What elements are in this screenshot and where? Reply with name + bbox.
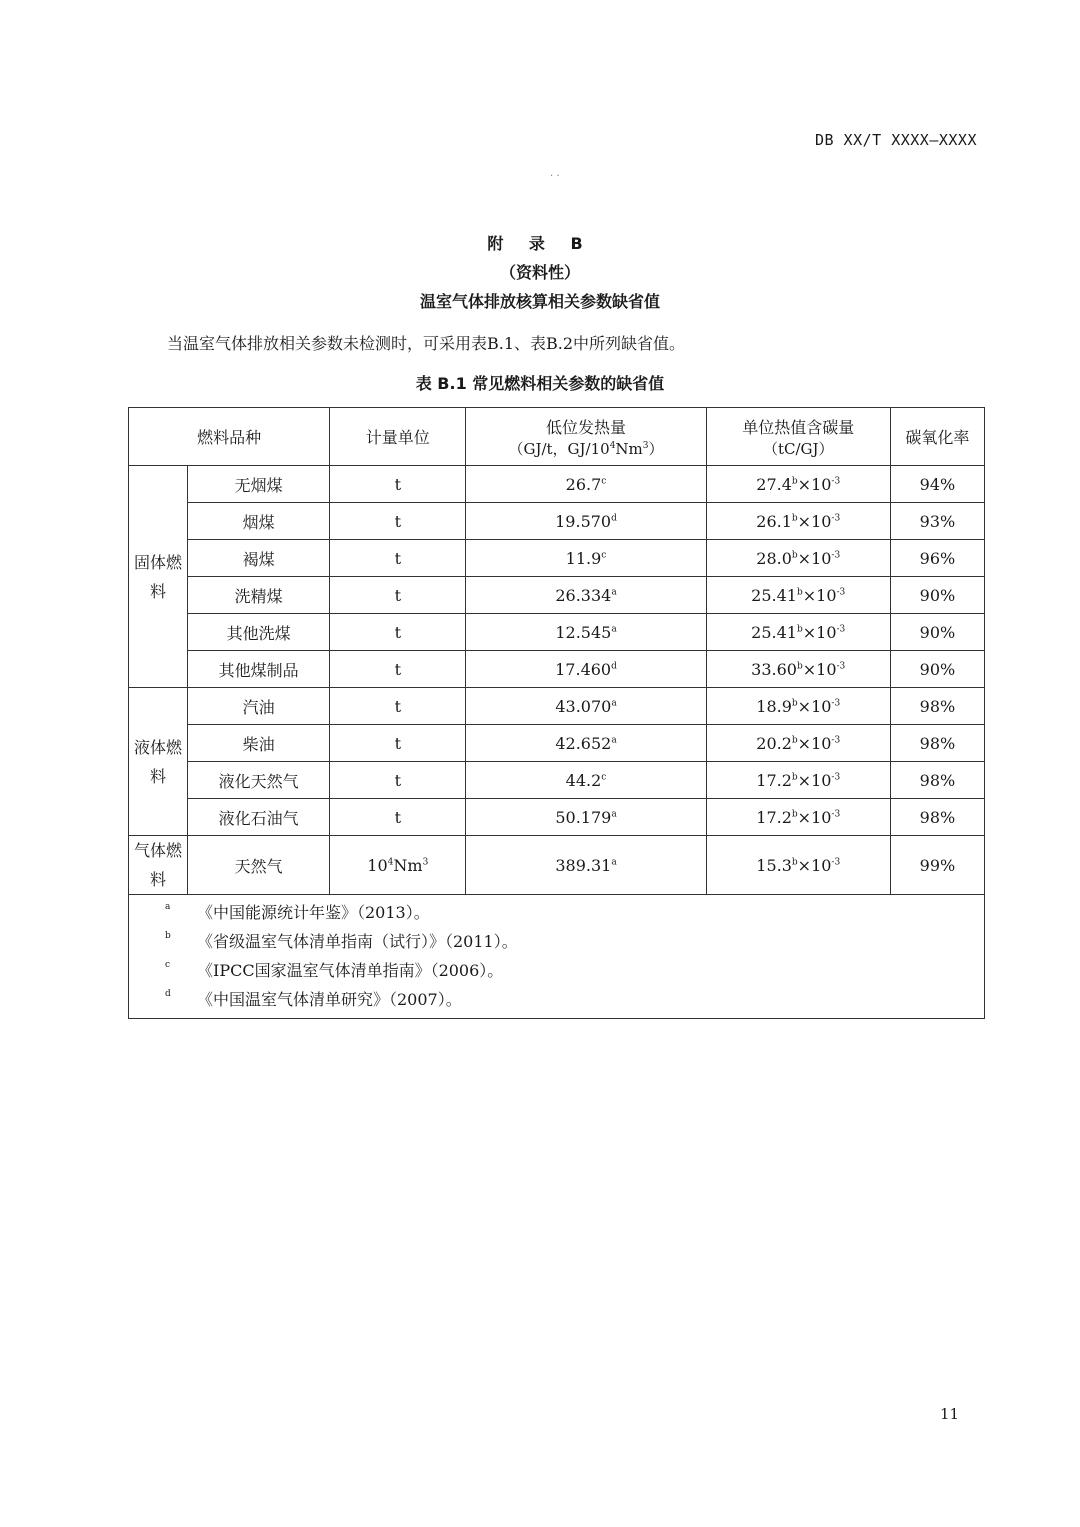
table-header-row	[129, 408, 985, 466]
header-carbon-content	[706, 408, 890, 466]
table-caption: 表 B.1 常见燃料相关参数的缺省值	[415, 374, 665, 393]
note-text: 《中国温室气体清单研究》（2007）。	[197, 990, 462, 1009]
table-row	[129, 799, 985, 836]
oxidation-rate: 90%	[890, 651, 984, 688]
oxidation-rate: 94%	[890, 466, 984, 503]
header-heat-value-unit: （GJ/t，$GJ/10^4Nm^3$）	[508, 439, 664, 458]
fuel-unit: t	[330, 503, 466, 540]
fuel-unit: t	[330, 466, 466, 503]
fuel-parameters-table	[128, 407, 985, 1019]
fuel-unit: t	[330, 762, 466, 799]
oxidation-rate: 90%	[890, 577, 984, 614]
heat-value: 19.570$^d$	[466, 503, 706, 540]
carbon-content: $25.41^b\times 10^{-3}$	[706, 614, 890, 651]
fuel-name: 液化天然气	[188, 762, 330, 799]
category-solid: 固体燃料	[129, 466, 188, 688]
fuel-unit: t	[330, 577, 466, 614]
heat-value: 50.179$^a$	[466, 799, 706, 836]
table-notes	[129, 895, 985, 1019]
carbon-content: $26.1^b\times 10^{-3}$	[706, 503, 890, 540]
category-gas: 气体燃料	[129, 836, 188, 895]
carbon-content: $20.2^b\times 10^{-3}$	[706, 725, 890, 762]
standard-code: DB XX/T XXXX—XXXX	[814, 131, 977, 149]
fuel-name: 其他洗煤	[188, 614, 330, 651]
fuel-unit: t	[330, 688, 466, 725]
note-line	[165, 898, 984, 927]
table-row	[129, 503, 985, 540]
fuel-unit: t	[330, 725, 466, 762]
note-mark: b	[165, 931, 171, 941]
note-text: 《IPCC国家温室气体清单指南》（2006）。	[197, 961, 504, 980]
note-mark: a	[165, 902, 171, 912]
fuel-unit: $10^4Nm^3$	[330, 836, 466, 895]
intro-paragraph: 当温室气体排放相关参数未检测时，可采用表B.1、表B.2中所列缺省值。	[167, 334, 686, 353]
fuel-name: 褐煤	[188, 540, 330, 577]
heat-value: 43.070$^a$	[466, 688, 706, 725]
table-row	[129, 688, 985, 725]
carbon-content: $27.4^b\times 10^{-3}$	[706, 466, 890, 503]
fuel-name: 柴油	[188, 725, 330, 762]
category-liquid: 液体燃料	[129, 688, 188, 836]
note-mark: c	[165, 960, 171, 970]
appendix-title: 附 录 B	[487, 234, 593, 253]
carbon-content: $17.2^b\times 10^{-3}$	[706, 762, 890, 799]
fuel-name: 烟煤	[188, 503, 330, 540]
note-text: 《省级温室气体清单指南（试行）》（2011）。	[197, 932, 518, 951]
fuel-name: 液化石油气	[188, 799, 330, 836]
note-line	[165, 927, 984, 956]
oxidation-rate: 98%	[890, 688, 984, 725]
table-notes-row	[129, 895, 985, 1019]
fuel-name: 天然气	[188, 836, 330, 895]
note-line	[165, 985, 984, 1014]
note-line	[165, 956, 984, 985]
header-dots: . .	[550, 168, 560, 179]
header-heat-value	[466, 408, 706, 466]
header-heat-value-label: 低位发热量	[546, 417, 627, 437]
oxidation-rate: 99%	[890, 836, 984, 895]
oxidation-rate: 90%	[890, 614, 984, 651]
fuel-unit: t	[330, 540, 466, 577]
fuel-name: 汽油	[188, 688, 330, 725]
note-mark: d	[165, 989, 171, 999]
carbon-content: $28.0^b\times 10^{-3}$	[706, 540, 890, 577]
fuel-name: 其他煤制品	[188, 651, 330, 688]
heat-value: 26.7$^c$	[466, 466, 706, 503]
header-fuel-type: 燃料品种	[129, 408, 330, 466]
heat-value: 11.9$^c$	[466, 540, 706, 577]
fuel-name: 无烟煤	[188, 466, 330, 503]
oxidation-rate: 98%	[890, 762, 984, 799]
table-row	[129, 540, 985, 577]
table-row	[129, 836, 985, 895]
header-oxidation-rate: 碳氧化率	[890, 408, 984, 466]
table-row	[129, 614, 985, 651]
heat-value: 389.31$^a$	[466, 836, 706, 895]
heat-value: 26.334$^a$	[466, 577, 706, 614]
table-row	[129, 762, 985, 799]
header-carbon-content-label: 单位热值含碳量	[742, 417, 855, 437]
appendix-nature: （资料性）	[499, 263, 580, 282]
fuel-unit: t	[330, 651, 466, 688]
header-unit: 计量单位	[330, 408, 466, 466]
appendix-heading: 温室气体排放核算相关参数缺省值	[419, 292, 660, 311]
heat-value: 42.652$^a$	[466, 725, 706, 762]
oxidation-rate: 93%	[890, 503, 984, 540]
note-text: 《中国能源统计年鉴》（2013）。	[197, 903, 430, 922]
heat-value: 17.460$^d$	[466, 651, 706, 688]
carbon-content: $33.60^b\times 10^{-3}$	[706, 651, 890, 688]
carbon-content: $18.9^b\times 10^{-3}$	[706, 688, 890, 725]
heat-value: 12.545$^a$	[466, 614, 706, 651]
header-carbon-content-unit: （tC/GJ）	[762, 439, 834, 458]
table-row	[129, 466, 985, 503]
oxidation-rate: 96%	[890, 540, 984, 577]
fuel-unit: t	[330, 614, 466, 651]
oxidation-rate: 98%	[890, 799, 984, 836]
table-row	[129, 725, 985, 762]
oxidation-rate: 98%	[890, 725, 984, 762]
fuel-unit: t	[330, 799, 466, 836]
carbon-content: $17.2^b\times 10^{-3}$	[706, 799, 890, 836]
table-row	[129, 577, 985, 614]
carbon-content: $25.41^b\times 10^{-3}$	[706, 577, 890, 614]
table-row	[129, 651, 985, 688]
carbon-content: $15.3^b\times 10^{-3}$	[706, 836, 890, 895]
heat-value: 44.2$^c$	[466, 762, 706, 799]
fuel-name: 洗精煤	[188, 577, 330, 614]
page-number: 11	[940, 1405, 960, 1423]
